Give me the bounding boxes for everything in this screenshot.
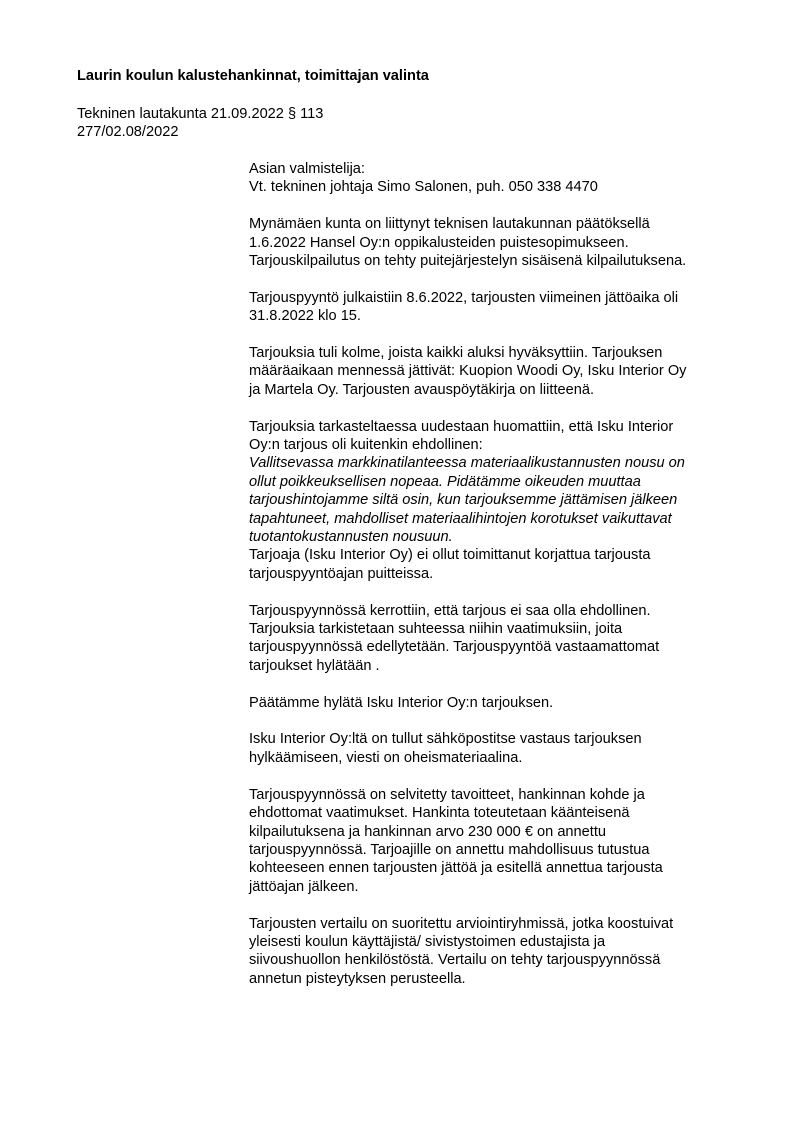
quote-line: tapahtuneet, mahdolliset materiaalihintojen korotukset vaikuttavat (249, 510, 672, 527)
text-line: Tarjouksia tarkistetaan suhteessa niihin vaatimuksiin, joita (249, 621, 623, 638)
text-line: tarjouspyynnössä. Tarjoajille on annettu mahdollisuus tutustua (249, 841, 650, 858)
text-line: ehdottomat vaatimukset. Hankinta toteutetaan käänteisenä (249, 805, 630, 822)
text-line: tarjoukset hylätään . (249, 657, 380, 674)
text-line: Tarjouspyyntö julkaistiin 8.6.2022, tarjousten viimeinen jättöaika oli (249, 289, 679, 306)
preparer-block (249, 160, 749, 197)
text-line: Tarjouspyynnössä on selvitetty tavoitteet, hankinnan kohde ja (249, 786, 645, 803)
text-line: hylkäämiseen, viesti on oheismateriaalina. (249, 749, 523, 766)
record-number: 277/02.08/2022 (77, 124, 179, 141)
paragraph-conditional-tender (249, 418, 749, 584)
paragraph-tender-request (249, 289, 749, 326)
paragraph-hansel (249, 215, 749, 270)
text-line: tarjouspyynnössä edellytetään. Tarjouspyyntöä vastaamattomat (249, 639, 660, 656)
text-line: Oy:n tarjous oli kuitenkin ehdollinen: (249, 437, 483, 454)
paragraph-rejection (249, 694, 749, 712)
text-line: Tarjoaja (Isku Interior Oy) ei ollut toimittanut korjattua tarjousta (249, 547, 651, 564)
text-line: määräaikaan mennessä jättivät: Kuopion Woodi Oy, Isku Interior Oy (249, 363, 687, 380)
text-line: Mynämäen kunta on liittynyt teknisen lautakunnan päätöksellä (249, 216, 650, 233)
text-line: siivoushuollon henkilöstöstä. Vertailu on tehty tarjouspyynnössä (249, 952, 661, 969)
paragraph-requirements (249, 602, 749, 676)
text-line: Isku Interior Oy:ltä on tullut sähköpostitse vastaus tarjouksen (249, 731, 642, 748)
document-body (249, 160, 749, 1007)
text-line: kilpailutuksena ja hankinnan arvo 230 000 € on annettu (249, 823, 607, 840)
paragraph-procurement (249, 786, 749, 896)
text-line: annetun pisteytyksen perusteella. (249, 970, 466, 987)
text-line: ja Martela Oy. Tarjousten avauspöytäkirja on liitteenä. (249, 381, 595, 398)
quote-line: ollut poikkeuksellisen nopeaa. Pidätämme oikeuden muuttaa (249, 473, 641, 490)
preparer-name: Vt. tekninen johtaja Simo Salonen, puh. 050 338 4470 (249, 179, 598, 196)
text-line: Tarjouspyynnössä kerrottiin, että tarjous ei saa olla ehdollinen. (249, 602, 651, 619)
quote-line: tarjoushintojamme siltä osin, kun tarjouksemme jättämisen jälkeen (249, 492, 678, 509)
quote-line: Vallitsevassa markkinatilanteessa materiaalikustannusten nousu on (249, 455, 685, 472)
paragraph-evaluation (249, 915, 749, 989)
text-line: Tarjouksia tarkasteltaessa uudestaan huomattiin, että Isku Interior (249, 418, 674, 435)
text-line: Tarjouksia tuli kolme, joista kaikki aluksi hyväksyttiin. Tarjouksen (249, 345, 663, 362)
paragraph-tenders-received (249, 344, 749, 399)
text-line: 31.8.2022 klo 15. (249, 308, 361, 325)
text-line: jättöajan jälkeen. (249, 878, 359, 895)
meeting-line: Tekninen lautakunta 21.09.2022 § 113 (77, 106, 324, 122)
preparer-label: Asian valmistelija: (249, 161, 365, 177)
text-line: tarjouspyyntöajan puitteissa. (249, 565, 434, 582)
text-line: Päätämme hylätä Isku Interior Oy:n tarjouksen. (249, 694, 554, 711)
text-line: yleisesti koulun käyttäjistä/ sivistystoimen edustajista ja (249, 933, 606, 950)
quote-line: tuotantokustannusten nousuun. (249, 529, 453, 546)
text-line: kohteeseen ennen tarjousten jättöä ja esitellä annettua tarjousta (249, 860, 663, 877)
document-title: Laurin koulun kalustehankinnat, toimittajan valinta (77, 68, 429, 84)
meeting-info (77, 105, 323, 142)
paragraph-email-response (249, 730, 749, 767)
text-line: Tarjousten vertailu on suoritettu arviointiryhmissä, jotka koostuivat (249, 915, 674, 932)
text-line: Tarjouskilpailutus on tehty puitejärjestelyn sisäisenä kilpailutuksena. (249, 253, 687, 270)
text-line: 1.6.2022 Hansel Oy:n oppikalusteiden puistesopimukseen. (249, 234, 629, 251)
